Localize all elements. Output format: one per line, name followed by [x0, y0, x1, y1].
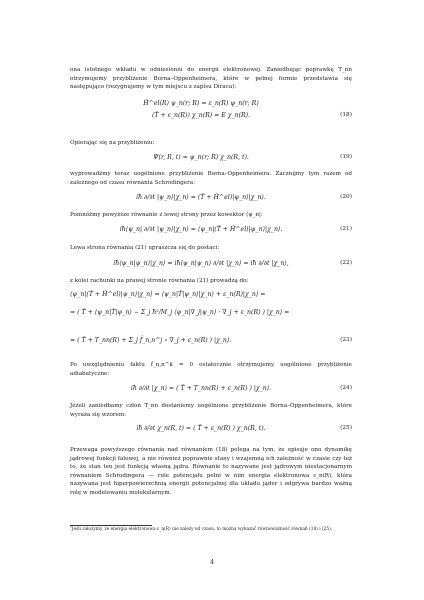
- equation-number: (20): [340, 194, 352, 200]
- equation-text: iħ ∂/∂t χ_n(R, t) = ( T̂ + ε_n(R) ) χ_n(R, t).: [136, 425, 266, 432]
- equation-number: (22): [340, 260, 352, 266]
- paragraph: Jeżeli zaniedbamy człon T_nn dostaniemy uogólnione przybliżenie Borna–Oppenheimera, które wyraża się wzorem:: [70, 403, 352, 418]
- equation-text: iħ ∂/∂t |χ_n⟩ = ( T̂ + T_nn(R) + ε_n(R) ) |χ_n⟩.: [130, 385, 272, 392]
- paragraph: wyprowadźmy teraz uogólnione przybliżenie Borna–Oppenheimera. Zacznijmy tym razem od zależnego od czasu równania Schrodingera:: [70, 171, 352, 186]
- equation-24: [70, 384, 352, 393]
- equation-20: [70, 193, 352, 202]
- paragraph: Pomnóżmy powyższe równanie z lewej strony przez kowektor ⟨ψ_n|:: [70, 212, 263, 218]
- equation-number: (19): [340, 154, 352, 160]
- equation-text: (T̂ + ε_n(R)) χ_n(R) = E χ_n(R).: [151, 112, 251, 119]
- equation-18-line-1: [70, 99, 352, 108]
- equation-number: (21): [340, 226, 352, 232]
- equation-text: ⟨ψ_n|(T̂ + Ĥ^el)|ψ_n⟩|χ_n⟩ = ⟨ψ_n|T̂|ψ_n⟩|χ_n⟩ + ε_n(R)|χ_n⟩ =: [70, 291, 266, 298]
- page-number: 4: [210, 559, 214, 566]
- paragraph: Opierając się na przybliżeniu:: [70, 140, 155, 146]
- equation-number: (24): [340, 385, 352, 391]
- equation-text: iħ⟨ψ_n|ψ_n⟩|χ_n⟩ = iħ⟨ψ_n|ψ_n⟩ ∂/∂t |χ_n⟩ = iħ ∂/∂t |χ_n⟩,: [113, 260, 289, 267]
- equation-25: [70, 424, 352, 433]
- footnote: ⁷Jeśli założymy, że energia elektronowa ε_n(R) nie zależy od czasu, to można wykazać równoważność równań (18) i (25).: [70, 527, 333, 532]
- equation-23-line-2: [70, 308, 352, 317]
- paragraph: ona istotnego wkładu w odniesieniu do energii elektronowej. Zaniedbując poprawkę T_nn otrzymujemy przybliżenie Borna–Oppenheimera, które w pełnej formie przedstawia się następująco (rezygnujemy w tym miejscu z zapisu Diraca):: [70, 67, 352, 91]
- equation-number: (23): [340, 337, 352, 343]
- equation-19: [70, 153, 352, 162]
- equation-22: [70, 259, 352, 268]
- equation-text: iħ⟨ψ_n| ∂/∂t |ψ_n⟩|χ_n⟩ = ⟨ψ_n|(T̂ + Ĥ^el)|ψ_n⟩|χ_n⟩.: [119, 226, 283, 233]
- footnote-rule: [70, 525, 152, 526]
- equation-number: (18): [340, 112, 352, 118]
- paragraph: z kolei rachunki na prawej stronie równania (21) prowadzą do:: [70, 278, 249, 284]
- equation-number: (25): [340, 425, 352, 431]
- equation-text: iħ ∂/∂t |ψ_n⟩|χ_n⟩ = (T̂ + Ĥ^el)|ψ_n⟩|χ_n⟩.: [136, 194, 266, 201]
- equation-21: [70, 225, 352, 234]
- equation-text: Ĥ^el(R) ψ_n(r; R) = ε_n(R) ψ_n(r; R): [143, 100, 259, 107]
- paragraph: Lewa strona równania (21) upraszcza się do postaci:: [70, 245, 220, 251]
- paragraph: Po uwzględnieniu faktu f̂_n,n^k = 0 ostatecznie otrzymujemy uogólnione przybliżenie adiabatyczne:: [70, 362, 352, 377]
- equation-18-line-2: [70, 111, 352, 120]
- equation-23-line-1: [70, 290, 352, 299]
- paragraph: Przewaga powyższego równania nad równaniem (18) polega na tym, że opisuje ono dynamikę jądrowej funkcji falowej, a nie również poprawnie stany i wzajemną ich zależność w czasie czy też to, że stan ten jest funkcją własną jądra. Równanie to nazywane jest jądrowym niestacjonarnym równaniem Schrodingera — role potencjału pełni w nim energia elektronowa ε_n(R), która nazywana jest hiperpowierzchnią energii potencjalnej dla układu jąder i odgrywa bardzo ważną rolę w modelowaniu molekularnym.: [70, 447, 352, 496]
- equation-text: = ( T̂ + ⟨ψ_n|T̂|ψ_n⟩ − Σ_j ħ²/M_j ⟨ψ_n|∇_j|ψ_n⟩ · ∇_j + ε_n(R) ) |χ_n⟩ =: [70, 309, 290, 316]
- equation-23-line-3: [70, 336, 352, 345]
- equation-text: Ψ(r, R, t) = ψ_n(r; R) χ_n(R, t).: [153, 154, 249, 161]
- equation-text: = ( T̂ + T_nn(R) + Σ_j f̂_n,n^j ∘ ∇_j + ε_n(R) ) |χ_n⟩.: [70, 337, 232, 344]
